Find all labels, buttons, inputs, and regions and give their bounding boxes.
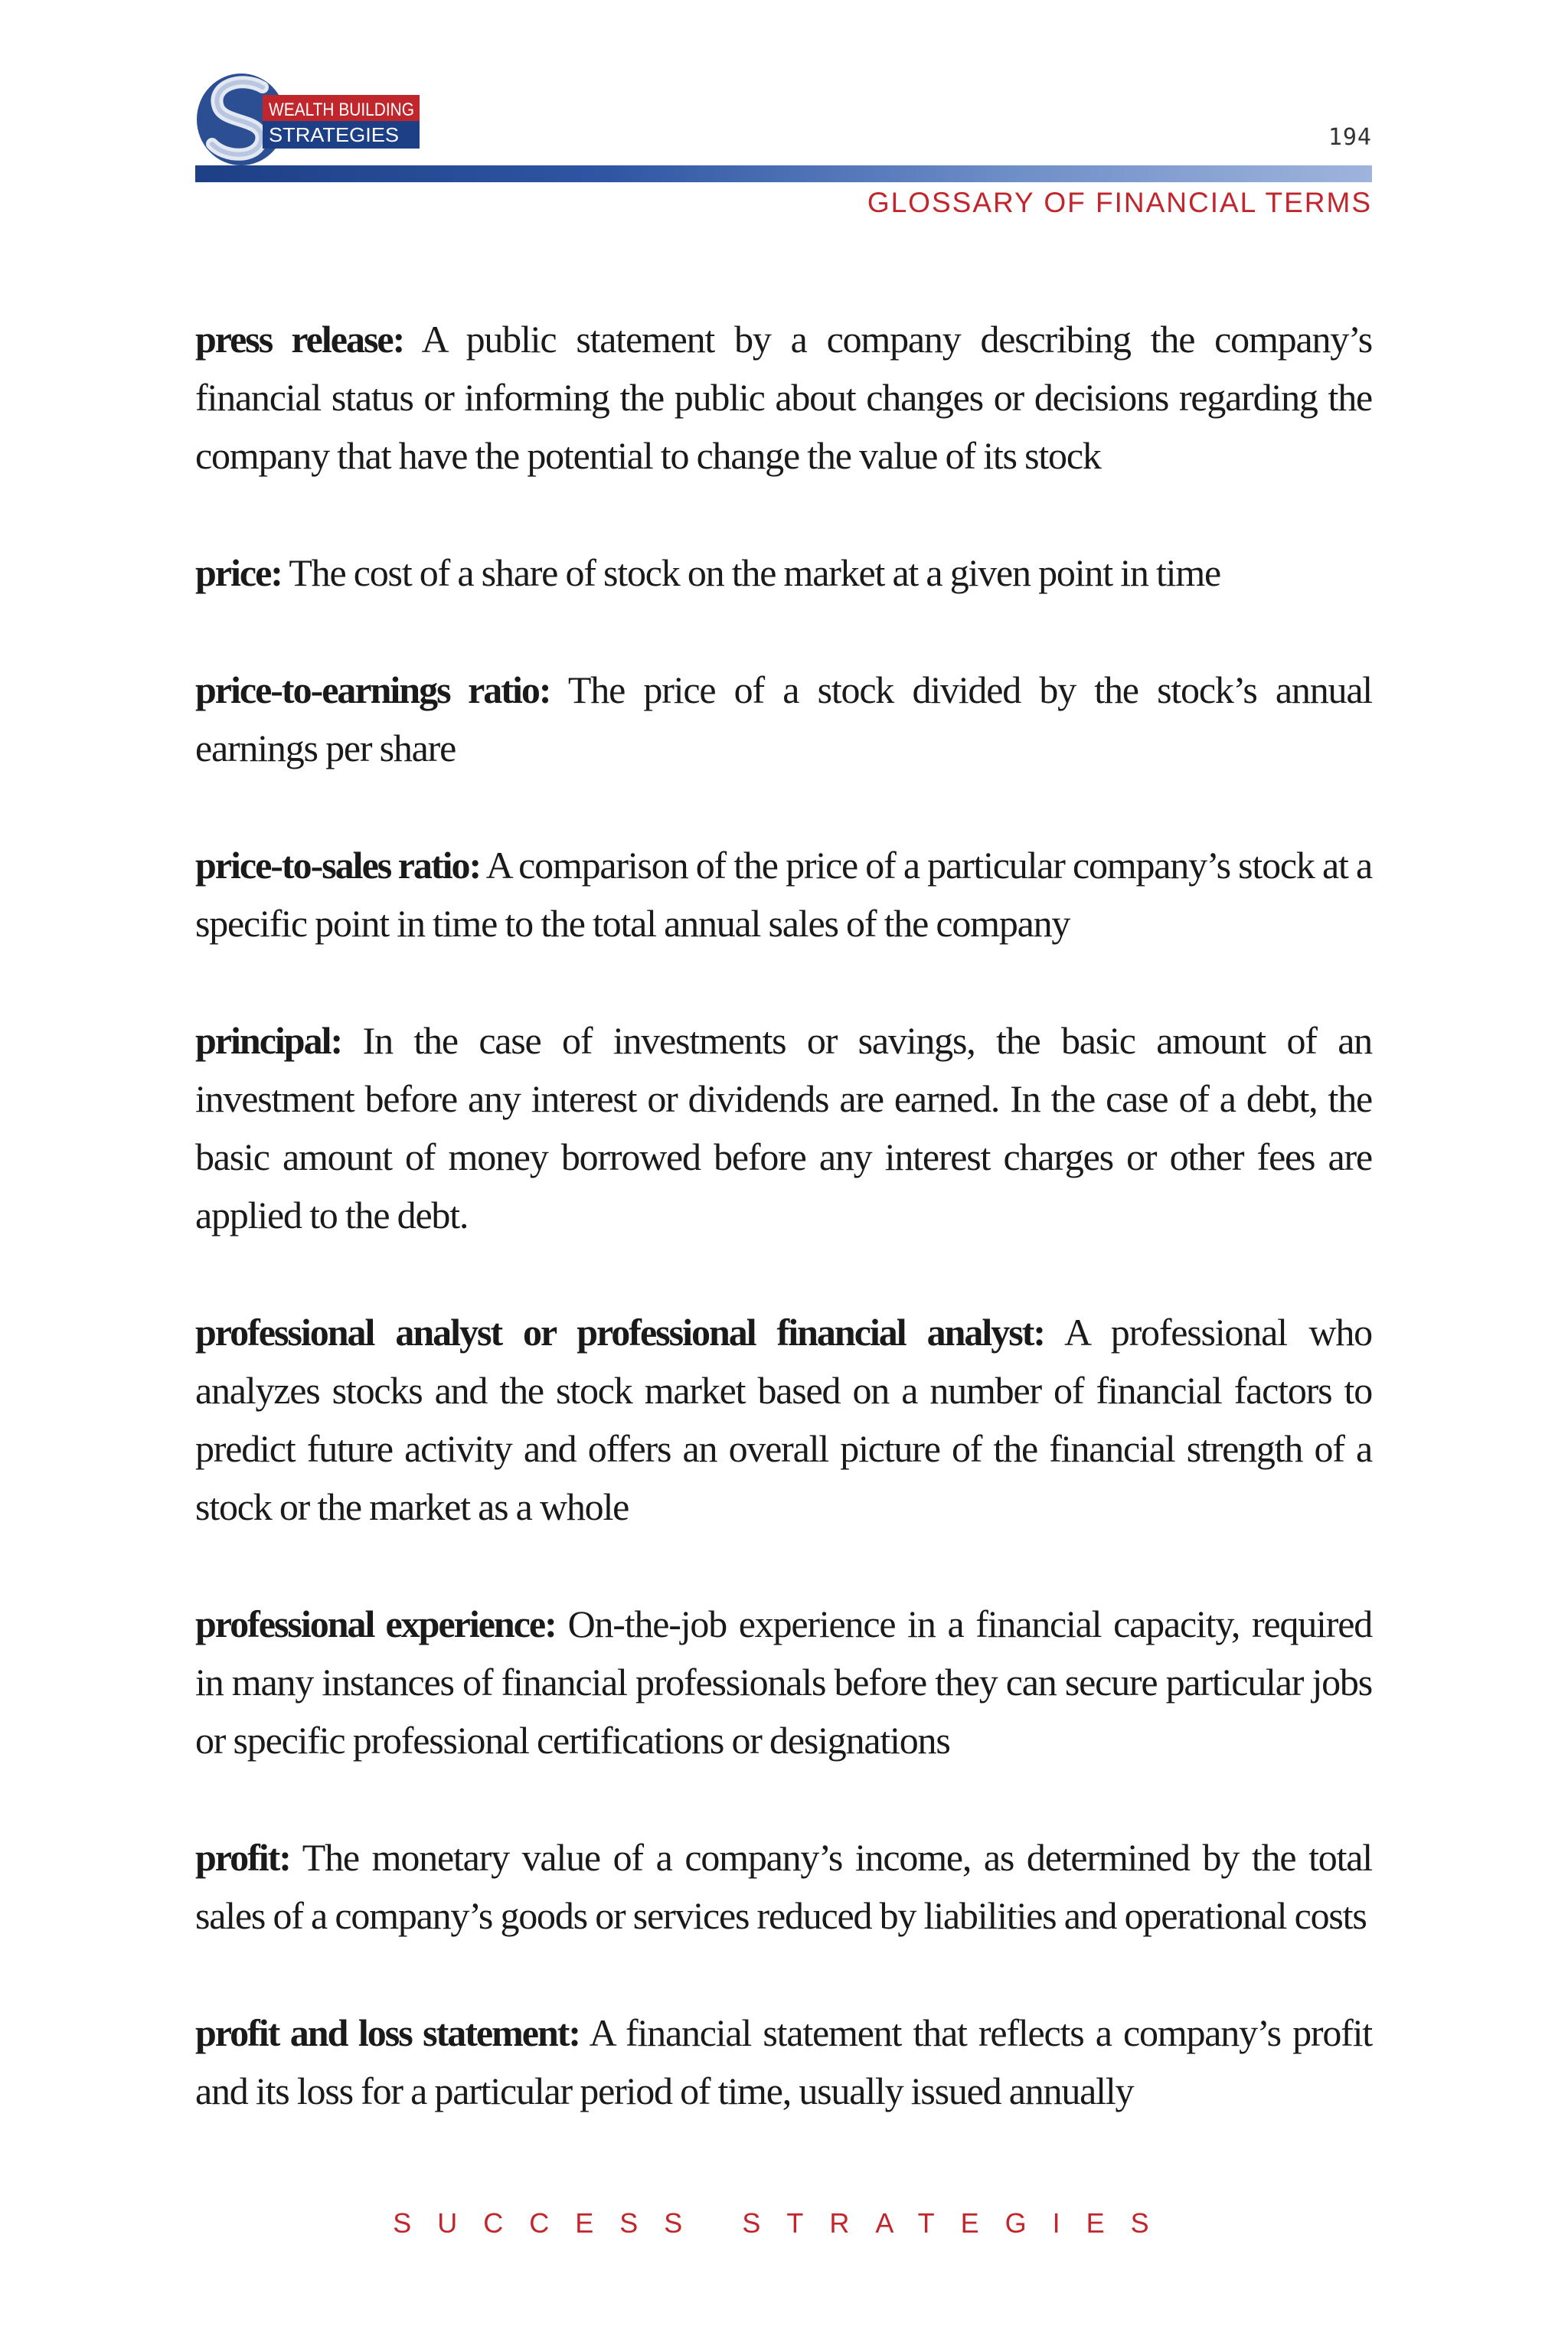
page-header bbox=[195, 64, 1372, 225]
glossary-entry bbox=[195, 836, 1372, 952]
glossary-entry bbox=[195, 1828, 1372, 1945]
glossary-entry bbox=[195, 1303, 1372, 1536]
glossary-term: price-to-earnings ratio: bbox=[195, 668, 550, 711]
glossary-entry bbox=[195, 544, 1372, 602]
wealth-building-strategies-logo bbox=[195, 64, 425, 172]
glossary-definition: A comparison of the price of a particular company’s stock at a specific point in time to the total annual sales of the company bbox=[195, 844, 1372, 945]
glossary-definition: The monetary value of a company’s income, as determined by the total sales of a company’s goods or services reduced by liabilities and operational costs bbox=[195, 1836, 1372, 1937]
glossary-definition: The cost of a share of stock on the market at a given point in time bbox=[281, 551, 1221, 594]
glossary-entry bbox=[195, 1011, 1372, 1244]
glossary-entry bbox=[195, 310, 1372, 485]
header-divider bbox=[195, 165, 1372, 182]
glossary-definition: A professional who analyzes stocks and the stock market based on a number of financial factors to predict future activity and offers an overall picture of the financial strength of a stock or the market as a whole bbox=[195, 1311, 1372, 1528]
glossary-term: profit: bbox=[195, 1836, 290, 1879]
glossary-term: principal: bbox=[195, 1019, 342, 1062]
logo-text-line1: WEALTH BUILDING bbox=[269, 100, 414, 120]
glossary-term: press release: bbox=[195, 318, 404, 361]
glossary-term: profit and loss statement: bbox=[195, 2011, 580, 2054]
glossary-term: professional analyst or professional financial analyst: bbox=[195, 1311, 1045, 1354]
logo-text-line2: STRATEGIES bbox=[269, 123, 399, 146]
glossary-entry bbox=[195, 1595, 1372, 1769]
glossary-definition: A public statement by a company describing the company’s financial status or informing the public about changes or decisions regarding the company that have the potential to change the value of its stock bbox=[195, 318, 1372, 477]
glossary-definition: A financial statement that reflects a company’s profit and its loss for a particular period of time, usually issued annually bbox=[195, 2011, 1372, 2112]
glossary-term: price: bbox=[195, 551, 282, 594]
glossary-definition: In the case of investments or savings, the basic amount of an investment before any interest or dividends are earned. In the case of a debt, the basic amount of money borrowed before any interest charges or other fees are applied to the debt. bbox=[195, 1019, 1372, 1236]
section-title: GLOSSARY OF FINANCIAL TERMS bbox=[867, 187, 1372, 218]
glossary-term: price-to-sales ratio: bbox=[195, 844, 481, 887]
glossary-entry bbox=[195, 661, 1372, 777]
page-footer: SUCCESS STRATEGIES bbox=[393, 2207, 1175, 2239]
glossary-definition: The price of a stock divided by the stock’s annual earnings per share bbox=[195, 668, 1372, 769]
glossary-entry bbox=[195, 2004, 1372, 2120]
glossary-definition: On-the-job experience in a financial capacity, required in many instances of financial professionals before they can secure particular jobs or specific professional certifications or designations bbox=[195, 1602, 1372, 1762]
glossary-content bbox=[195, 310, 1372, 2179]
page-number: 194 bbox=[1328, 124, 1372, 151]
glossary-term: professional experience: bbox=[195, 1602, 556, 1645]
